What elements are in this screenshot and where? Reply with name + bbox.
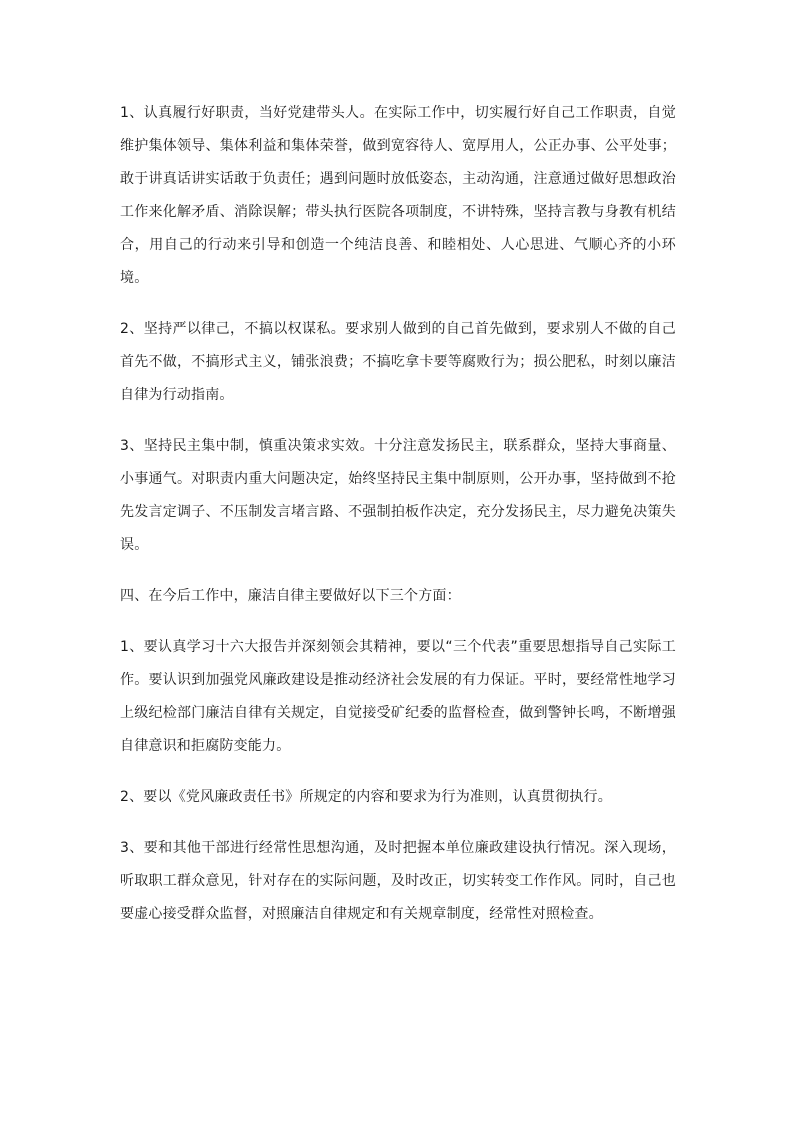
section-heading-four: 四、在今后工作中，廉洁自律主要做好以下三个方面： — [120, 588, 461, 604]
paragraph-democratic-centralism: 3、坚持民主集中制，慎重决策求实效。十分注意发扬民主，联系群众，坚持大事商量、小事通气。对职责内重大问题决定，始终坚持民主集中制原则，公开办事，坚持做到不抢先发言定调子、不压制发言堵言路、不强制拍板作决定，充分发扬民主，尽力避免决策失误。 — [120, 438, 676, 553]
paragraph-responsibility-letter: 2、要以《党风廉政责任书》所规定的内容和要求为行为准则，认真贯彻执行。 — [120, 789, 612, 805]
paragraph-communication: 3、要和其他干部进行经常性思想沟通，及时把握本单位廉政建设执行情况。深入现场，听取职工群众意见，针对存在的实际问题，及时改正，切实转变工作作风。同时，自己也要虚心接受群众监督，对照廉洁自律规定和有关规章制度，经常性对照检查。 — [120, 840, 676, 922]
paragraph-study: 1、要认真学习十六大报告并深刻领会其精神，要以“三个代表”重要思想指导自己实际工作。要认识到加强党风廉政建设是推动经济社会发展的有力保证。平时，要经常性地学习上级纪检部门廉洁自律有关规定，自觉接受矿纪委的监督检查，做到警钟长鸣，不断增强自律意识和拒腐防变能力。 — [120, 639, 676, 754]
paragraph-self-discipline: 2、坚持严以律己，不搞以权谋私。要求别人做到的自己首先做到，要求别人不做的自己首先不做，不搞形式主义，铺张浪费；不搞吃拿卡要等腐败行为；损公肥私，时刻以廉洁自律为行动指南。 — [120, 321, 676, 403]
paragraph-duty: 1、认真履行好职责，当好党建带头人。在实际工作中，切实履行好自己工作职责，自觉维护集体领导、集体利益和集体荣誉，做到宽容待人、宽厚用人，公正办事、公平处事；敢于讲真话讲实话敢于负责任；遇到问题时放低姿态，主动沟通，注意通过做好思想政治工作来化解矛盾、消除误解；带头执行医院各项制度，不讲特殊，坚持言教与身教有机结合，用自己的行动来引导和创造一个纯洁良善、和睦相处、人心思进、气顺心齐的小环境。 — [120, 105, 676, 286]
document-body — [120, 97, 676, 949]
